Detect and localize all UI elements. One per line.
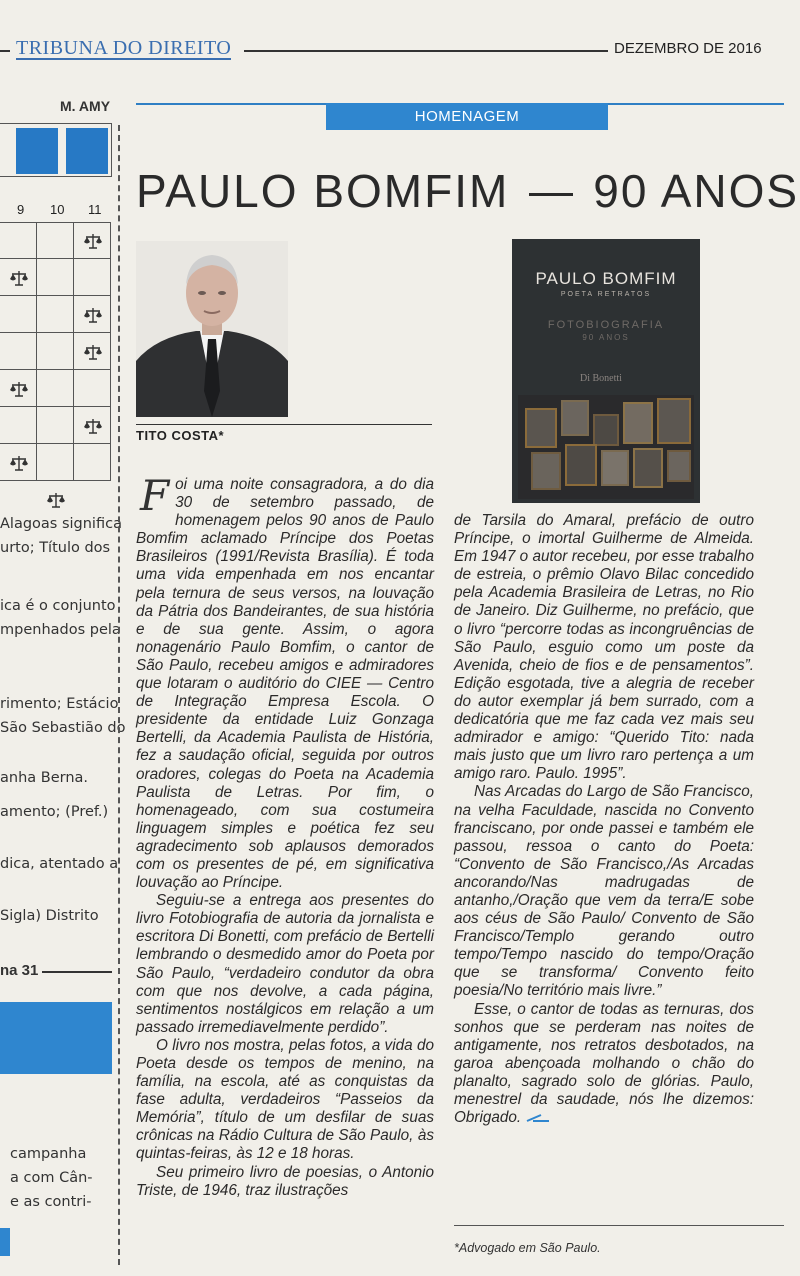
corner-mark (0, 1218, 14, 1258)
page-reference-rule (42, 971, 112, 973)
paragraph: Seguiu-se a entrega aos presentes do livro Fotobiografia de autoria da jornalista e escritora Di Bonetti, com prefácio de Bertelli lembrando o desmedido amor do Poeta por São Paulo, “verdadeiro condutor da obra com que nos devolve, a cada página, sentimentos nostálgicos em relação a um passado irremediavelmente perdido”. (136, 892, 434, 1036)
left-snippet: dica, atentado a (0, 856, 119, 872)
column-number: 11 (88, 202, 102, 217)
puzzle-grid (0, 222, 112, 484)
blue-box (66, 128, 108, 174)
grid-cell (0, 407, 37, 444)
book-title: PAULO BOMFIM (535, 269, 677, 288)
puzzle-author: M. AMY (60, 98, 111, 114)
drop-cap: F (140, 471, 170, 520)
left-snippet: amento; (Pref.) (0, 804, 109, 820)
grid-cell (37, 296, 74, 333)
byline-rule (136, 424, 432, 425)
paragraph: de Tarsila do Amaral, prefácio de outro Príncipe, o imortal Guilherme de Almeida. Em 1947 o autor recebeu, por esse trabalho de estreia, o prêmio Olavo Bilac concedido pela Academia Brasileira de Letras, no Rio de Janeiro. Diz Guilherme, no prefácio, que o livro “percorre todas as incongruências de São Paulo, esguio como um poste da Avenida, cheio de fios e de pensamentos”. Edição esgotada, tive a alegria de receber do autor exemplar já bem surrado, com a dedicatória que me faz cada vez mais seu admirador e amigo: “Querido Tito: nada mais justo que um livro raro pertença a um amigo raro. Paulo. 1995”. (454, 512, 754, 783)
masthead-dash (0, 50, 10, 52)
issue-date: DEZEMBRO DE 2016 (614, 40, 762, 57)
article-column-1 (136, 471, 434, 1200)
page-reference: na 31 (0, 962, 39, 979)
scales-of-justice-icon (83, 417, 103, 435)
left-snippet: urto; Título dos (0, 540, 111, 556)
left-snippet: mpenhados pela (0, 622, 121, 638)
masthead-rule (244, 50, 608, 52)
headline (136, 164, 800, 218)
author-portrait (136, 241, 288, 417)
scales-of-justice-icon (9, 454, 29, 472)
book-author: Di Bonetti (580, 373, 622, 384)
paragraph: Seu primeiro livro de poesias, o Antonio Triste, de 1946, traz ilustrações (136, 1163, 434, 1199)
grid-cell (37, 407, 74, 444)
left-snippet: Sigla) Distrito (0, 908, 99, 924)
grid-cell (74, 259, 111, 296)
book-line1: FOTOBIOGRAFIA (547, 319, 665, 331)
scales-of-justice-icon (9, 380, 29, 398)
left-snippet: ica é o conjunto (0, 598, 116, 614)
left-snippet: anha Berna. (0, 770, 89, 786)
left-snippet: Alagoas significa (0, 516, 122, 532)
grid-cell (37, 370, 74, 407)
book-subtitle: POETA RETRATOS (560, 291, 652, 298)
headline-name: PAULO BOMFIM (136, 165, 510, 217)
scales-of-justice-icon (9, 269, 29, 287)
grid-cell (0, 296, 37, 333)
grid-cell (0, 222, 37, 259)
column-number: 10 (50, 202, 65, 217)
grid-cell (37, 444, 74, 481)
left-snippet: rimento; Estácio (0, 696, 119, 712)
scales-of-justice-icon (83, 306, 103, 324)
paragraph: oi uma noite consagradora, a do dia 30 de setembro passado, de homenagem pelos 90 anos de Paulo Bomfim aclamado Príncipe dos Poetas Brasileiros (1991/Revista Brasília). É toda uma vida empenhada em nos encantar pela ternura de seus versos, na louvação da Pátria dos Bandeirantes, de sua história e de sua gente. Assim, o agora nonagenário Paulo Bomfim, o cantor de São Paulo, recebeu amigos e admiradores que lotaram o auditório do CIEE — Centro de Integração Empresa Escola. O presidente da entidade Luiz Gonzaga Bertelli, da Academia Paulista de História, fez a saudação oficial, seguida por outros oradores, colegas do Poeta na Academia Paulista de Letras. Por fim, o homenageado, com sua costumeira linguagem simples e poética fez seu agradecimento sob aplausos demorados com os presentes de pé, em significativa louvação ao Príncipe. (136, 476, 434, 892)
left-snippet: e as contri- (10, 1194, 92, 1210)
book-cover (512, 239, 700, 503)
grid-cell (74, 370, 111, 407)
blue-panel (0, 1002, 112, 1074)
scales-of-justice-icon (83, 343, 103, 361)
paragraph: O livro nos mostra, pelas fotos, a vida do Poeta desde os tempos de menino, na família, na escola, até as conquistas da fase adulta, verdadeiros “Passeios da Memória”, título de um desfilar de suas crônicas na Rádio Cultura de São Paulo, às quintas-feiras, às 12 e 18 horas. (136, 1036, 434, 1163)
footnote-rule (454, 1225, 784, 1226)
publication-title: TRIBUNA DO DIREITO (16, 37, 232, 59)
grid-cell (0, 333, 37, 370)
book-photo-collage (518, 395, 694, 499)
end-mark-icon (525, 1112, 551, 1124)
grid-cell (37, 259, 74, 296)
headline-dash (529, 193, 573, 196)
column-divider (118, 125, 120, 1265)
grid-cell (74, 444, 111, 481)
grid-cell (37, 333, 74, 370)
byline: TITO COSTA* (136, 428, 225, 443)
paragraph: Esse, o cantor de todas as ternuras, dos sonhos que se perderam nas noites de antigamente, nos retratos desbotados, na garoa abençoada molhando o chão do planalto, sagrado solo de glórias. Paulo, menestrel da saudade, nós lhe dizemos: Obrigado. (454, 1000, 754, 1127)
puzzle-header-boxes (0, 123, 112, 177)
grid-cell (37, 222, 74, 259)
section-tag: HOMENAGEM (326, 103, 608, 130)
blue-box (16, 128, 58, 174)
headline-age: 90 ANOS (593, 165, 800, 217)
column-number: 9 (17, 202, 25, 217)
left-snippet: a com Cân- (10, 1170, 93, 1186)
left-snippet: campanha (10, 1146, 87, 1162)
left-snippet: São Sebastião do (0, 720, 126, 736)
paragraph: Nas Arcadas do Largo de São Francisco, na velha Faculdade, nascida no Convento franciscano, por onde passei e também ele passou, ressoa o canto do Poeta: “Convento de São Francisco,/As Arcadas ancorando/Nas madrugadas de antanho,/Oração que vem da terra/E sobe aos céus de São Paulo/ Convento de São Francisco/Templo gerando outro tempo/Tempo nascido do tempo/Oração que se transforma/ Convento feito poesia/No território mais livre.” (454, 783, 754, 1000)
scales-of-justice-icon (46, 491, 66, 509)
book-line2: 90 ANOS (582, 333, 630, 342)
scales-of-justice-icon (83, 232, 103, 250)
footnote: *Advogado em São Paulo. (454, 1241, 601, 1255)
article-column-2 (454, 512, 754, 1127)
